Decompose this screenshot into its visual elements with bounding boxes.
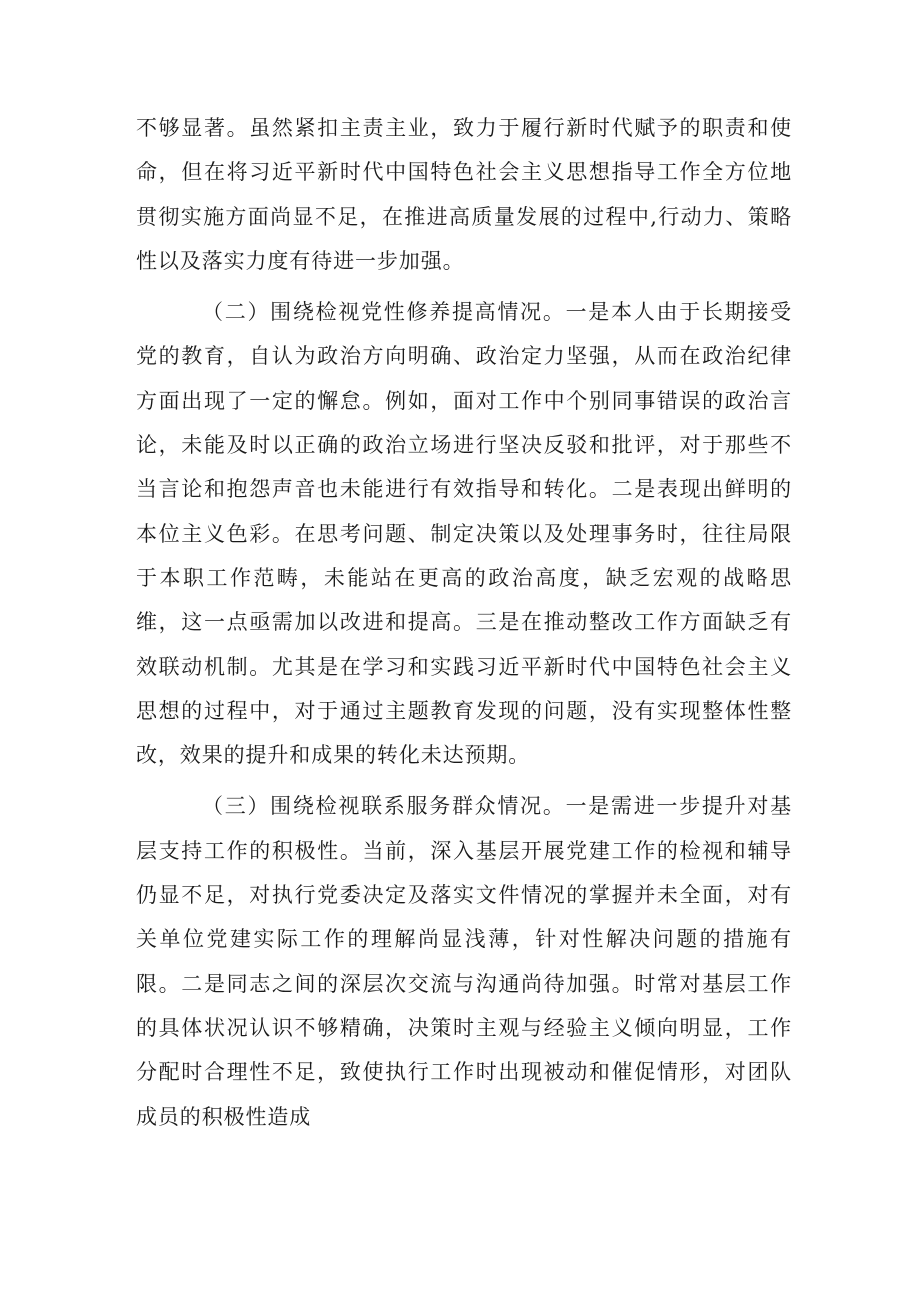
- paragraph-serving-masses: （三）围绕检视联系服务群众情况。一是需进一步提升对基层支持工作的积极性。当前，深入基层开展党建工作的检视和辅导仍显不足，对执行党委决定及落实文件情况的掌握并未全面，对有关单位党建实际工作的理解尚显浅薄，针对性解决问题的措施有限。二是同志之间的深层次交流与沟通尚待加强。时常对基层工作的具体状况认识不够精确，决策时主观与经验主义倾向明显，工作分配时合理性不足，致使执行工作时出现被动和催促情形，对团队成员的积极性造成: [136, 794, 792, 1129]
- paragraph-party-spirit: （二）围绕检视党性修养提高情况。一是本人由于长期接受党的教育，自认为政治方向明确、政治定力坚强，从而在政治纪律方面出现了一定的懈怠。例如，面对工作中个别同事错误的政治言论，未能及时以正确的政治立场进行坚决反驳和批评，对于那些不当言论和抱怨声音也未能进行有效指导和转化。二是表现出鲜明的本位主义色彩。在思考问题、制定决策以及处理事务时，往往局限于本职工作范畴，未能站在更高的政治高度，缺乏宏观的战略思维，这一点亟需加以改进和提高。三是在推动整改工作方面缺乏有效联动机制。尤其是在学习和实践习近平新时代中国特色社会主义思想的过程中，对于通过主题教育发现的问题，没有实现整体性整改，效果的提升和成果的转化未达预期。: [136, 300, 792, 768]
- paragraph-continued: 不够显著。虽然紧扣主责主业，致力于履行新时代赋予的职责和使命，但在将习近平新时代中国特色社会主义思想指导工作全方位地贯彻实施方面尚显不足，在推进高质量发展的过程中,行动力、策略性以及落实力度有待进一步加强。: [136, 116, 792, 273]
- document-body: [136, 106, 792, 1139]
